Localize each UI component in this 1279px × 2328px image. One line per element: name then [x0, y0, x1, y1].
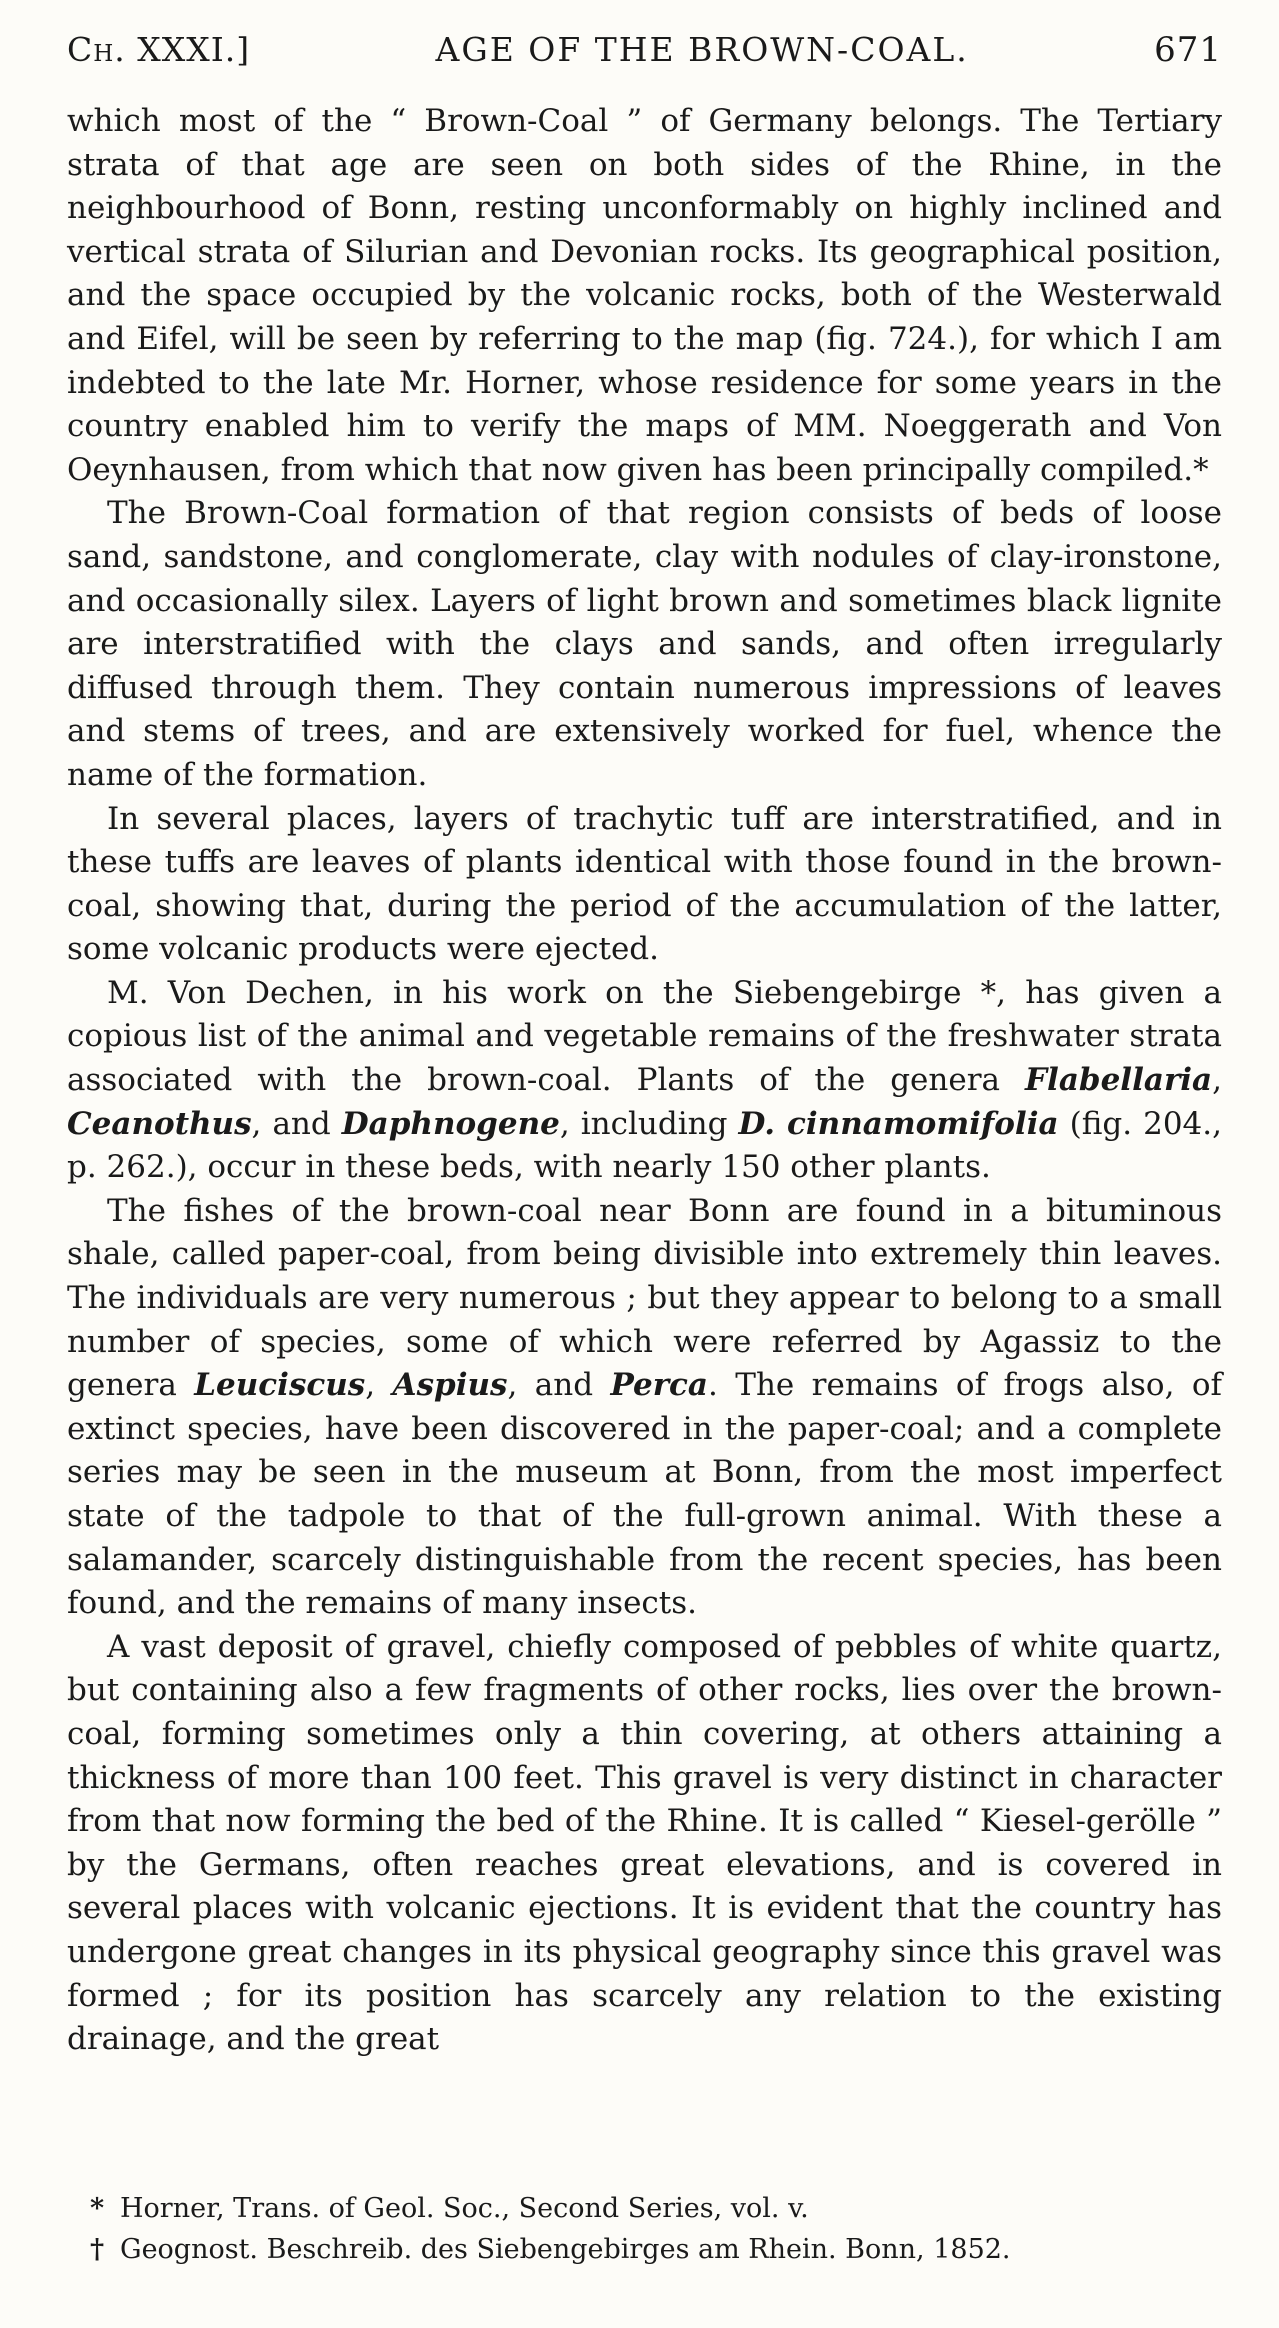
paragraph	[67, 972, 1222, 1190]
text-run: , including	[559, 1105, 739, 1142]
text-run: (fig. 204., p. 262.), occur in these beds, with nearly 150 other plants.	[67, 1105, 1222, 1186]
page-title: AGE OF THE BROWN-COAL.	[435, 30, 969, 69]
genus-name: D. cinnamomifolia	[738, 1105, 1059, 1142]
text-run: which most of the “ Brown-Coal ” of Germany belongs. The Tertiary strata of that age are seen on both sides of the Rhine, in the neighbourhood of Bonn, resting unconformably on highly inclined and vertical strata of Silurian and Devonian rocks. Its geographical position, and the space occupied by the volcanic rocks, both of the Westerwald and Eifel, will be seen by referring to the map (fig. 724.), for which I am indebted to the late Mr. Horner, whose residence for some years in the country enabled him to verify the maps of MM. Noeggerath and Von Oeynhausen, from which that now given has been principally compiled.*	[67, 103, 1222, 488]
text-run: The fishes of the brown-coal near Bonn are found in a bituminous shale, called paper-coal, from being divisible into extremely thin leaves. The individuals are very numerous ; but they appear to belong to a small number of species, some of which were referred by Agassiz to the genera	[67, 1192, 1222, 1404]
page-number: 671	[1154, 30, 1222, 70]
text-run: ,	[365, 1367, 393, 1404]
genus-name: Perca	[610, 1367, 708, 1404]
genus-name: Leuciscus	[194, 1367, 366, 1404]
paragraph	[67, 1626, 1222, 2062]
paragraph	[67, 100, 1222, 492]
text-run: , and	[251, 1105, 342, 1142]
footnote	[90, 2229, 1150, 2270]
running-head	[67, 30, 1222, 82]
text-run: The Brown-Coal formation of that region consists of beds of loose sand, sandstone, and conglomerate, clay with nodules of clay-ironstone, and occasionally silex. Layers of light brown and sometimes black lignite are interstratified with the clays and sands, and often irregularly diffused through them. They contain numerous impressions of leaves and stems of trees, and are extensively worked for fuel, whence the name of the formation.	[67, 495, 1222, 793]
chapter-label: Ch. XXXI.]	[67, 30, 251, 69]
footnotes	[90, 2188, 1150, 2270]
genus-name: Ceanothus	[67, 1105, 252, 1142]
paragraph	[67, 492, 1222, 797]
genus-name: Aspius	[392, 1367, 508, 1404]
text-run: . The remains of frogs also, of extinct species, have been discovered in the paper-coal; and a complete series may be seen in the museum at Bonn, from the most imperfect state of the tadpole to that of the full-grown animal. With these a salamander, scarcely distinguishable from the recent species, has been found, and the remains of many insects.	[67, 1367, 1223, 1622]
footnote-mark: †	[90, 2234, 105, 2265]
text-run: A vast deposit of gravel, chiefly composed of pebbles of white quartz, but containing also a few fragments of other rocks, lies over the brown-coal, forming sometimes only a thin covering, at others attaining a thickness of more than 100 feet. This gravel is very distinct in character from that now forming the bed of the Rhine. It is called “ Kiesel-gerölle ” by the Germans, often reaches great elevations, and is covered in several places with volcanic ejections. It is evident that the country has undergone great changes in its physical geography since this gravel was formed ; for its position has scarcely any relation to the existing drainage, and the great	[67, 1628, 1222, 2058]
paragraph	[67, 798, 1222, 972]
footnote-text: Horner, Trans. of Geol. Soc., Second Series, vol. v.	[120, 2193, 809, 2224]
text-run: M. Von Dechen, in his work on the Siebengebirge *, has given a copious list of the animal and vegetable remains of the freshwater strata associated with the brown-coal. Plants of the genera	[67, 974, 1222, 1099]
text-run: ,	[1212, 1062, 1222, 1099]
text-run: In several places, layers of trachytic tuff are interstratified, and in these tuffs are leaves of plants identical with those found in the brown-coal, showing that, during the period of the accumulation of the latter, some volcanic products were ejected.	[67, 800, 1222, 968]
genus-name: Flabellaria	[1025, 1062, 1213, 1099]
footnote-text: Geognost. Beschreib. des Siebengebirges am Rhein. Bonn, 1852.	[120, 2234, 1011, 2265]
paragraph	[67, 1190, 1222, 1626]
body-text	[67, 100, 1222, 2062]
footnote	[90, 2188, 1150, 2229]
genus-name: Daphnogene	[341, 1105, 560, 1142]
footnote-mark: *	[90, 2193, 105, 2224]
text-run: , and	[507, 1367, 611, 1404]
book-page	[67, 30, 1222, 2062]
